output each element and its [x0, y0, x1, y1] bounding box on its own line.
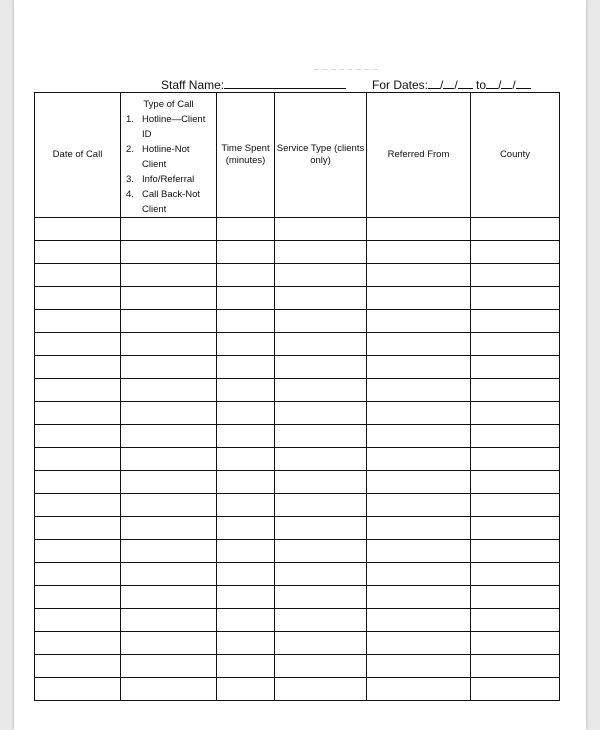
date-from-year-blank[interactable] — [458, 77, 473, 89]
table-row — [35, 586, 560, 609]
table-row — [35, 540, 560, 563]
cell-date-of-call[interactable] — [35, 494, 121, 517]
cell-time-spent[interactable] — [217, 287, 275, 310]
date-from-month-blank[interactable] — [428, 77, 440, 89]
cell-referred-from[interactable] — [367, 218, 471, 241]
cell-type-of-call[interactable] — [121, 494, 217, 517]
cell-service-type[interactable] — [275, 563, 367, 586]
cell-date-of-call[interactable] — [35, 356, 121, 379]
header-service-type: Service Type (clients only) — [275, 93, 367, 218]
table-row — [35, 448, 560, 471]
cell-county[interactable] — [471, 402, 560, 425]
date-sep: / — [512, 78, 516, 92]
cell-county[interactable] — [471, 356, 560, 379]
to-label: to — [476, 78, 487, 92]
call-type-list — [121, 112, 216, 217]
cell-time-spent[interactable] — [217, 563, 275, 586]
cell-referred-from[interactable] — [367, 563, 471, 586]
cell-referred-from[interactable] — [367, 471, 471, 494]
cell-referred-from[interactable] — [367, 402, 471, 425]
cell-service-type[interactable] — [275, 379, 367, 402]
cell-county[interactable] — [471, 241, 560, 264]
cell-time-spent[interactable] — [217, 333, 275, 356]
cell-time-spent[interactable] — [217, 517, 275, 540]
cell-date-of-call[interactable] — [35, 448, 121, 471]
type-of-call-title: Type of Call — [143, 99, 194, 110]
call-type-item: 1. Hotline—Client ID — [126, 114, 206, 140]
cell-type-of-call[interactable] — [121, 471, 217, 494]
cell-date-of-call[interactable] — [35, 218, 121, 241]
cell-date-of-call[interactable] — [35, 609, 121, 632]
dates-field[interactable] — [372, 77, 531, 92]
cell-referred-from[interactable] — [367, 609, 471, 632]
cell-county[interactable] — [471, 471, 560, 494]
cell-referred-from[interactable] — [367, 287, 471, 310]
cell-service-type[interactable] — [275, 632, 367, 655]
cell-type-of-call[interactable] — [121, 218, 217, 241]
cell-date-of-call[interactable] — [35, 333, 121, 356]
cell-referred-from[interactable] — [367, 425, 471, 448]
date-sep: / — [498, 78, 502, 92]
cell-service-type[interactable] — [275, 586, 367, 609]
cell-service-type[interactable] — [275, 471, 367, 494]
cell-date-of-call[interactable] — [35, 678, 121, 701]
cell-county[interactable] — [471, 333, 560, 356]
header-type-of-call — [121, 93, 217, 218]
cell-type-of-call[interactable] — [121, 448, 217, 471]
cell-time-spent[interactable] — [217, 448, 275, 471]
cell-service-type[interactable] — [275, 264, 367, 287]
cell-time-spent[interactable] — [217, 655, 275, 678]
cell-referred-from[interactable] — [367, 540, 471, 563]
cell-county[interactable] — [471, 264, 560, 287]
table-row — [35, 609, 560, 632]
cell-service-type[interactable] — [275, 356, 367, 379]
cell-service-type[interactable] — [275, 517, 367, 540]
cell-referred-from[interactable] — [367, 356, 471, 379]
cell-county[interactable] — [471, 609, 560, 632]
staff-name-label: Staff Name: — [161, 78, 225, 92]
cell-type-of-call[interactable] — [121, 402, 217, 425]
cell-county[interactable] — [471, 448, 560, 471]
date-from-day-blank[interactable] — [443, 77, 454, 89]
cell-service-type[interactable] — [275, 494, 367, 517]
cell-time-spent[interactable] — [217, 678, 275, 701]
staff-name-field[interactable] — [161, 77, 346, 92]
cell-date-of-call[interactable] — [35, 379, 121, 402]
cell-time-spent[interactable] — [217, 586, 275, 609]
cell-type-of-call[interactable] — [121, 241, 217, 264]
table-header-row — [35, 93, 560, 218]
cell-county[interactable] — [471, 655, 560, 678]
cell-county[interactable] — [471, 494, 560, 517]
cell-referred-from[interactable] — [367, 264, 471, 287]
header-time-spent: Time Spent (minutes) — [217, 93, 275, 218]
cell-county[interactable] — [471, 425, 560, 448]
cell-service-type[interactable] — [275, 310, 367, 333]
cell-type-of-call[interactable] — [121, 379, 217, 402]
cell-time-spent[interactable] — [217, 632, 275, 655]
cell-type-of-call[interactable] — [121, 287, 217, 310]
cell-referred-from[interactable] — [367, 333, 471, 356]
cell-referred-from[interactable] — [367, 678, 471, 701]
cell-referred-from[interactable] — [367, 310, 471, 333]
cell-date-of-call[interactable] — [35, 471, 121, 494]
date-sep: / — [440, 78, 444, 92]
cell-date-of-call[interactable] — [35, 402, 121, 425]
call-type-item: 4. Call Back-Not Client — [126, 189, 201, 215]
cell-type-of-call[interactable] — [121, 264, 217, 287]
cell-county[interactable] — [471, 287, 560, 310]
cell-type-of-call[interactable] — [121, 356, 217, 379]
table-row — [35, 241, 560, 264]
cell-date-of-call[interactable] — [35, 586, 121, 609]
call-log-table — [34, 92, 560, 701]
table-row — [35, 632, 560, 655]
cell-time-spent[interactable] — [217, 425, 275, 448]
table-row — [35, 471, 560, 494]
cell-county[interactable] — [471, 310, 560, 333]
cell-service-type[interactable] — [275, 287, 367, 310]
call-type-item: 2. Hotline-Not Client — [126, 144, 190, 170]
staff-name-blank[interactable] — [224, 77, 346, 89]
table-row — [35, 310, 560, 333]
cell-service-type[interactable] — [275, 425, 367, 448]
document-page — [14, 0, 586, 730]
cell-service-type[interactable] — [275, 609, 367, 632]
cell-service-type[interactable] — [275, 655, 367, 678]
table-row — [35, 678, 560, 701]
cell-time-spent[interactable] — [217, 218, 275, 241]
table-body — [35, 218, 560, 701]
cell-type-of-call[interactable] — [121, 563, 217, 586]
table-row — [35, 379, 560, 402]
cell-date-of-call[interactable] — [35, 241, 121, 264]
cell-type-of-call[interactable] — [121, 632, 217, 655]
cell-date-of-call[interactable] — [35, 264, 121, 287]
cell-date-of-call[interactable] — [35, 655, 121, 678]
header-referred-from: Referred From — [367, 93, 471, 218]
cell-referred-from[interactable] — [367, 655, 471, 678]
cell-type-of-call[interactable] — [121, 540, 217, 563]
cell-date-of-call[interactable] — [35, 563, 121, 586]
table-row — [35, 517, 560, 540]
cell-date-of-call[interactable] — [35, 632, 121, 655]
cell-referred-from[interactable] — [367, 494, 471, 517]
cell-referred-from[interactable] — [367, 517, 471, 540]
cell-time-spent[interactable] — [217, 264, 275, 287]
table-row — [35, 563, 560, 586]
cell-time-spent[interactable] — [217, 609, 275, 632]
cell-county[interactable] — [471, 563, 560, 586]
cell-time-spent[interactable] — [217, 356, 275, 379]
cell-type-of-call[interactable] — [121, 586, 217, 609]
cell-date-of-call[interactable] — [35, 287, 121, 310]
table-row — [35, 655, 560, 678]
cell-type-of-call[interactable] — [121, 678, 217, 701]
cell-service-type[interactable] — [275, 241, 367, 264]
table-row — [35, 264, 560, 287]
cell-date-of-call[interactable] — [35, 425, 121, 448]
dates-label: For Dates: — [372, 78, 429, 92]
cell-date-of-call[interactable] — [35, 310, 121, 333]
cell-type-of-call[interactable] — [121, 609, 217, 632]
cell-time-spent[interactable] — [217, 379, 275, 402]
cell-referred-from[interactable] — [367, 241, 471, 264]
cell-service-type[interactable] — [275, 333, 367, 356]
cell-time-spent[interactable] — [217, 402, 275, 425]
cell-time-spent[interactable] — [217, 310, 275, 333]
date-to-month-blank[interactable] — [486, 77, 498, 89]
cell-time-spent[interactable] — [217, 241, 275, 264]
date-sep: / — [454, 78, 458, 92]
cell-time-spent[interactable] — [217, 471, 275, 494]
cell-referred-from[interactable] — [367, 586, 471, 609]
cell-time-spent[interactable] — [217, 494, 275, 517]
table-row — [35, 287, 560, 310]
cell-service-type[interactable] — [275, 540, 367, 563]
cell-type-of-call[interactable] — [121, 310, 217, 333]
table-row — [35, 333, 560, 356]
cell-county[interactable] — [471, 540, 560, 563]
cell-date-of-call[interactable] — [35, 517, 121, 540]
cell-county[interactable] — [471, 632, 560, 655]
cell-service-type[interactable] — [275, 402, 367, 425]
cell-time-spent[interactable] — [217, 540, 275, 563]
table-row — [35, 218, 560, 241]
cell-county[interactable] — [471, 678, 560, 701]
form-header — [14, 77, 586, 93]
cell-referred-from[interactable] — [367, 632, 471, 655]
cell-county[interactable] — [471, 517, 560, 540]
cell-referred-from[interactable] — [367, 379, 471, 402]
cell-date-of-call[interactable] — [35, 540, 121, 563]
table-row — [35, 356, 560, 379]
header-county: County — [471, 93, 560, 218]
cell-service-type[interactable] — [275, 678, 367, 701]
date-to-year-blank[interactable] — [516, 77, 531, 89]
cell-type-of-call[interactable] — [121, 517, 217, 540]
cell-type-of-call[interactable] — [121, 425, 217, 448]
cell-type-of-call[interactable] — [121, 655, 217, 678]
cell-referred-from[interactable] — [367, 448, 471, 471]
cell-county[interactable] — [471, 218, 560, 241]
table-row — [35, 402, 560, 425]
cell-service-type[interactable] — [275, 448, 367, 471]
header-date-of-call: Date of Call — [35, 93, 121, 218]
cell-county[interactable] — [471, 379, 560, 402]
table-row — [35, 425, 560, 448]
cell-service-type[interactable] — [275, 218, 367, 241]
faint-title: — — — — — — — — — [314, 67, 379, 73]
cell-county[interactable] — [471, 586, 560, 609]
call-type-item: 3. Info/Referral — [126, 174, 195, 185]
date-to-day-blank[interactable] — [501, 77, 512, 89]
table-row — [35, 494, 560, 517]
cell-type-of-call[interactable] — [121, 333, 217, 356]
